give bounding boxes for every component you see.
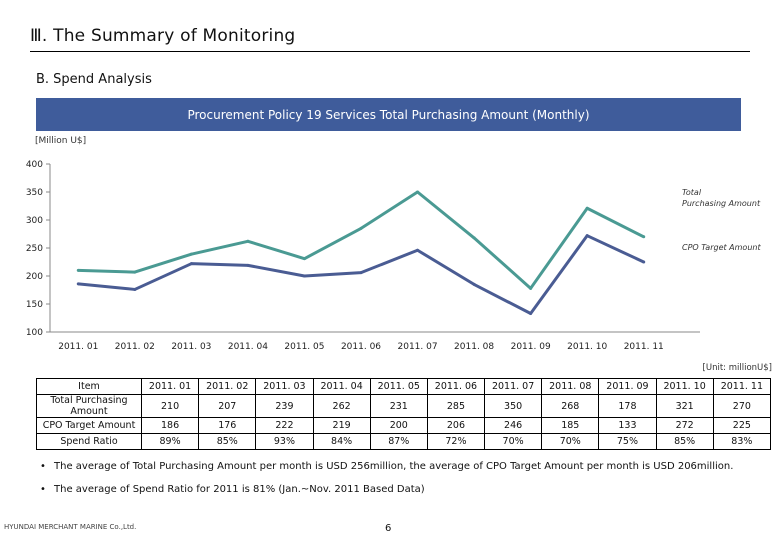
- table-cell: 72%: [427, 434, 484, 450]
- data-point: [416, 191, 419, 194]
- table-header-cell: 2011. 11: [713, 379, 770, 395]
- table-cell: 246: [485, 418, 542, 434]
- table-row-label: Spend Ratio: [37, 434, 142, 450]
- table-cell: 83%: [713, 434, 770, 450]
- page-number: 6: [385, 523, 392, 534]
- y-tick-label: 400: [25, 160, 43, 170]
- table-row: [37, 395, 771, 418]
- data-point: [190, 262, 193, 265]
- x-tick-label: 2011. 11: [623, 342, 664, 352]
- series-label: Total: [682, 187, 702, 197]
- series-label: Purchasing Amount: [682, 198, 761, 208]
- data-point: [586, 207, 589, 210]
- table-cell: 85%: [199, 434, 256, 450]
- y-tick-label: 250: [25, 244, 43, 254]
- table-header-cell: 2011. 03: [256, 379, 313, 395]
- data-point: [246, 240, 249, 243]
- x-tick-label: 2011. 03: [171, 342, 212, 352]
- note-text: The average of Spend Ratio for 2011 is 81% (Jan.~Nov. 2011 Based Data): [54, 484, 425, 495]
- x-tick-label: 2011. 01: [58, 342, 99, 352]
- x-tick-label: 2011. 05: [284, 342, 325, 352]
- series-label: CPO Target Amount: [682, 243, 761, 252]
- data-point: [77, 282, 80, 285]
- table-header-cell: 2011. 01: [142, 379, 199, 395]
- data-point: [529, 312, 532, 315]
- data-point: [360, 271, 363, 274]
- note-text: The average of Total Purchasing Amount per month is USD 256million, the average of CPO Target Amount per month is USD 206million.: [54, 461, 734, 472]
- table-cell: 185: [542, 418, 599, 434]
- data-point: [586, 234, 589, 237]
- table-cell: 84%: [313, 434, 370, 450]
- y-tick-label: 300: [25, 216, 43, 226]
- table-cell: 178: [599, 395, 656, 418]
- table-cell: 285: [427, 395, 484, 418]
- data-point: [77, 269, 80, 272]
- page-title: Ⅲ. The Summary of Monitoring: [30, 26, 296, 46]
- table-cell: 239: [256, 395, 313, 418]
- table-cell: 89%: [142, 434, 199, 450]
- table-row-label: Total Purchasing Amount: [37, 395, 142, 418]
- table-cell: 85%: [656, 434, 713, 450]
- section-subtitle: B. Spend Analysis: [36, 72, 152, 87]
- table-row: [37, 434, 771, 450]
- table-cell: 133: [599, 418, 656, 434]
- chart-unit-label: [Million U$]: [35, 136, 87, 146]
- data-point: [133, 271, 136, 274]
- x-tick-label: 2011. 06: [340, 342, 382, 352]
- table-cell: 270: [713, 395, 770, 418]
- data-table: [36, 378, 771, 450]
- table-header-row: [37, 379, 771, 395]
- table-cell: 93%: [256, 434, 313, 450]
- y-tick-label: 150: [25, 300, 43, 310]
- data-point: [416, 249, 419, 252]
- x-tick-label: 2011. 07: [397, 342, 438, 352]
- data-point: [473, 236, 476, 239]
- table-row: [37, 418, 771, 434]
- company-footer: HYUNDAI MERCHANT MARINE Co.,Ltd.: [4, 523, 137, 531]
- table-header-cell: 2011. 02: [199, 379, 256, 395]
- table-cell: 70%: [485, 434, 542, 450]
- table-cell: 272: [656, 418, 713, 434]
- table-cell: 219: [313, 418, 370, 434]
- table-header-cell: 2011. 06: [427, 379, 484, 395]
- data-point: [642, 235, 645, 238]
- chart-title: Procurement Policy 19 Services Total Purchasing Amount (Monthly): [187, 107, 590, 122]
- table-cell: 70%: [542, 434, 599, 450]
- table-cell: 186: [142, 418, 199, 434]
- table-cell: 176: [199, 418, 256, 434]
- table-row-label: CPO Target Amount: [37, 418, 142, 434]
- table-cell: 206: [427, 418, 484, 434]
- table-header-cell: 2011. 08: [542, 379, 599, 395]
- data-point: [246, 264, 249, 267]
- bullet-icon: •: [40, 461, 46, 472]
- table-header-cell: 2011. 05: [370, 379, 427, 395]
- data-point: [529, 287, 532, 290]
- table-header-cell: Item: [37, 379, 142, 395]
- bullet-icon: •: [40, 484, 46, 495]
- table-cell: 87%: [370, 434, 427, 450]
- table-cell: 225: [713, 418, 770, 434]
- table-header-cell: 2011. 10: [656, 379, 713, 395]
- table-unit-label: [Unit: millionU$]: [702, 363, 772, 373]
- table-cell: 207: [199, 395, 256, 418]
- data-point: [642, 261, 645, 264]
- table-cell: 262: [313, 395, 370, 418]
- x-tick-label: 2011. 04: [227, 342, 268, 352]
- table-cell: 268: [542, 395, 599, 418]
- note-item: [38, 461, 733, 472]
- data-point: [303, 275, 306, 278]
- table-cell: 75%: [599, 434, 656, 450]
- table-cell: 321: [656, 395, 713, 418]
- table-header-cell: 2011. 07: [485, 379, 542, 395]
- data-point: [360, 227, 363, 230]
- y-tick-label: 200: [25, 272, 43, 282]
- notes-list: [38, 461, 733, 507]
- table-cell: 350: [485, 395, 542, 418]
- data-point: [303, 257, 306, 260]
- data-point: [133, 288, 136, 291]
- y-tick-label: 350: [25, 188, 43, 198]
- table-cell: 210: [142, 395, 199, 418]
- x-tick-label: 2011. 10: [567, 342, 608, 352]
- data-point: [190, 253, 193, 256]
- table-cell: 231: [370, 395, 427, 418]
- table-header-cell: 2011. 09: [599, 379, 656, 395]
- table-cell: 200: [370, 418, 427, 434]
- x-tick-label: 2011. 02: [114, 342, 155, 352]
- y-tick-label: 100: [25, 328, 43, 338]
- x-tick-label: 2011. 08: [454, 342, 495, 352]
- table-cell: 222: [256, 418, 313, 434]
- table-header-cell: 2011. 04: [313, 379, 370, 395]
- x-tick-label: 2011. 09: [510, 342, 551, 352]
- note-item: [38, 484, 733, 495]
- data-point: [473, 283, 476, 286]
